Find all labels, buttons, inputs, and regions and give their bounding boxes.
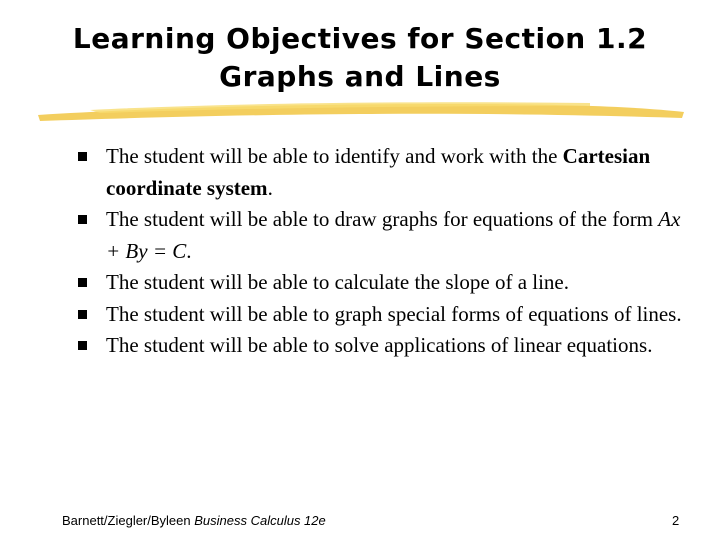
bullet-2-end: .	[186, 238, 192, 263]
list-item	[78, 330, 698, 362]
square-bullet-icon	[78, 152, 87, 161]
square-bullet-icon	[78, 215, 87, 224]
bullet-1-end: .	[267, 175, 273, 200]
bullet-2-formula: Ax + By = C	[106, 207, 681, 263]
list-item	[78, 299, 698, 331]
footer-book-title: Business Calculus 12e	[194, 513, 326, 528]
slide-title	[0, 20, 720, 96]
bullet-2-text: The student will be able to draw graphs for equations of the form	[106, 207, 659, 231]
list-item	[78, 267, 698, 299]
objectives-list	[78, 141, 698, 362]
footer-citation	[62, 513, 326, 528]
square-bullet-icon	[78, 310, 87, 319]
square-bullet-icon	[78, 341, 87, 350]
bullet-1-text: The student will be able to identify and work with the	[106, 144, 563, 168]
bullet-4-text: The student will be able to graph special forms of equations of lines.	[106, 301, 682, 326]
bullet-3-text: The student will be able to calculate the slope of a line.	[106, 270, 570, 294]
list-item	[78, 204, 698, 267]
title-line-2: Graphs and Lines	[219, 60, 501, 93]
bullet-1-bold-term: Cartesian coordinate system	[106, 144, 651, 200]
footer-authors: Barnett/Ziegler/Byleen	[62, 513, 195, 528]
title-line-1: Learning Objectives for Section 1.2	[72, 22, 648, 55]
list-item	[78, 141, 698, 204]
page-number: 2	[672, 513, 680, 528]
square-bullet-icon	[78, 278, 87, 287]
title-underline-stroke	[30, 96, 690, 130]
bullet-5-text: The student will be able to solve applications of linear equations.	[106, 333, 653, 357]
